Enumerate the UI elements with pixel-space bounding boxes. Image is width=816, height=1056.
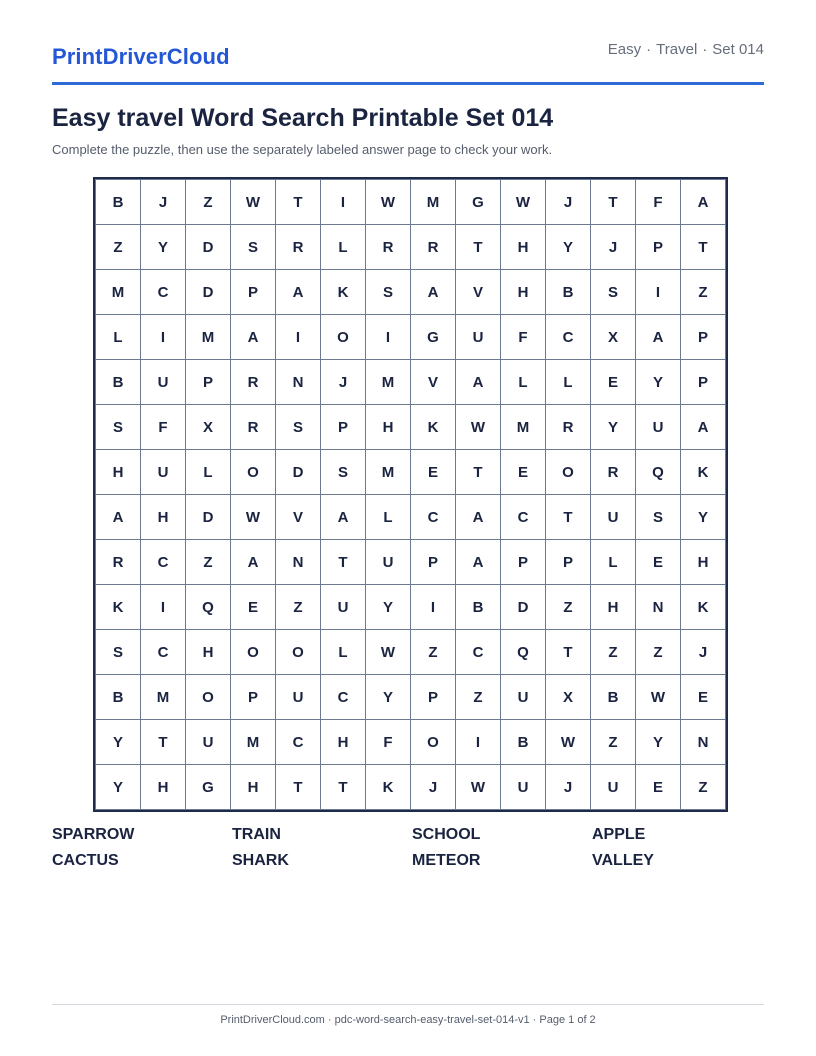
grid-cell: H bbox=[366, 405, 411, 450]
grid-cell: R bbox=[276, 225, 321, 270]
grid-cell: Q bbox=[636, 450, 681, 495]
grid-cell: W bbox=[366, 180, 411, 225]
grid-cell: A bbox=[456, 360, 501, 405]
grid-cell: T bbox=[276, 765, 321, 810]
grid-cell: A bbox=[276, 270, 321, 315]
grid-cell: O bbox=[186, 675, 231, 720]
grid-row bbox=[96, 360, 726, 405]
grid-cell: A bbox=[681, 180, 726, 225]
grid-cell: Z bbox=[681, 270, 726, 315]
grid-cell: T bbox=[591, 180, 636, 225]
grid-cell: W bbox=[546, 720, 591, 765]
grid-cell: P bbox=[546, 540, 591, 585]
grid-cell: Z bbox=[186, 540, 231, 585]
grid-cell: O bbox=[231, 630, 276, 675]
grid-cell: K bbox=[366, 765, 411, 810]
grid-cell: U bbox=[141, 450, 186, 495]
grid-cell: T bbox=[321, 540, 366, 585]
grid-cell: Z bbox=[636, 630, 681, 675]
grid-cell: T bbox=[546, 630, 591, 675]
grid-cell: P bbox=[411, 540, 456, 585]
grid-cell: G bbox=[456, 180, 501, 225]
grid-cell: C bbox=[276, 720, 321, 765]
grid-cell: D bbox=[186, 270, 231, 315]
grid-cell: Y bbox=[681, 495, 726, 540]
grid-cell: W bbox=[231, 495, 276, 540]
grid-cell: A bbox=[411, 270, 456, 315]
grid-cell: I bbox=[366, 315, 411, 360]
grid-cell: H bbox=[96, 450, 141, 495]
grid-cell: H bbox=[141, 495, 186, 540]
grid-cell: H bbox=[321, 720, 366, 765]
grid-cell: N bbox=[681, 720, 726, 765]
grid-cell: U bbox=[321, 585, 366, 630]
grid-cell: M bbox=[186, 315, 231, 360]
grid-cell: Z bbox=[546, 585, 591, 630]
grid-cell: T bbox=[276, 180, 321, 225]
grid-cell: I bbox=[141, 585, 186, 630]
grid-cell: Y bbox=[591, 405, 636, 450]
grid-cell: K bbox=[96, 585, 141, 630]
grid-cell: A bbox=[231, 540, 276, 585]
grid-cell: F bbox=[636, 180, 681, 225]
crumb-set: Set 014 bbox=[712, 41, 764, 58]
grid-cell: A bbox=[321, 495, 366, 540]
grid-cell: Z bbox=[591, 720, 636, 765]
grid-cell: R bbox=[411, 225, 456, 270]
grid-cell: A bbox=[96, 495, 141, 540]
grid-cell: L bbox=[321, 630, 366, 675]
grid-cell: I bbox=[321, 180, 366, 225]
grid-cell: A bbox=[456, 540, 501, 585]
grid-cell: M bbox=[411, 180, 456, 225]
grid-row bbox=[96, 720, 726, 765]
grid-cell: J bbox=[591, 225, 636, 270]
grid-cell: A bbox=[456, 495, 501, 540]
grid-cell: W bbox=[501, 180, 546, 225]
grid-cell: M bbox=[501, 405, 546, 450]
page-footer: PrintDriverCloud.com · pdc-word-search-easy-travel-set-014-v1 · Page 1 of 2 bbox=[220, 1014, 596, 1026]
grid-cell: N bbox=[276, 360, 321, 405]
grid-cell: O bbox=[321, 315, 366, 360]
grid-cell: R bbox=[231, 360, 276, 405]
grid-row bbox=[96, 270, 726, 315]
grid-cell: R bbox=[366, 225, 411, 270]
grid-cell: P bbox=[681, 360, 726, 405]
grid-cell: H bbox=[231, 765, 276, 810]
grid-cell: B bbox=[96, 180, 141, 225]
grid-cell: Z bbox=[591, 630, 636, 675]
grid-cell: D bbox=[186, 225, 231, 270]
grid-row bbox=[96, 765, 726, 810]
grid-cell: C bbox=[411, 495, 456, 540]
grid-cell: X bbox=[186, 405, 231, 450]
grid-cell: O bbox=[276, 630, 321, 675]
grid-cell: G bbox=[411, 315, 456, 360]
word-list bbox=[52, 826, 772, 870]
grid-cell: P bbox=[321, 405, 366, 450]
grid-cell: B bbox=[546, 270, 591, 315]
grid-cell: D bbox=[501, 585, 546, 630]
grid-cell: C bbox=[321, 675, 366, 720]
grid-cell: A bbox=[636, 315, 681, 360]
grid-cell: Z bbox=[681, 765, 726, 810]
grid-cell: O bbox=[546, 450, 591, 495]
grid-cell: C bbox=[501, 495, 546, 540]
grid-cell: M bbox=[366, 360, 411, 405]
grid-cell: Y bbox=[636, 720, 681, 765]
grid-cell: C bbox=[546, 315, 591, 360]
grid-cell: R bbox=[231, 405, 276, 450]
grid-cell: P bbox=[186, 360, 231, 405]
grid-cell: I bbox=[456, 720, 501, 765]
grid-cell: T bbox=[321, 765, 366, 810]
grid-cell: I bbox=[141, 315, 186, 360]
grid-cell: W bbox=[366, 630, 411, 675]
grid-cell: N bbox=[276, 540, 321, 585]
grid-cell: K bbox=[681, 450, 726, 495]
grid-cell: Q bbox=[186, 585, 231, 630]
grid-cell: J bbox=[546, 765, 591, 810]
grid-cell: D bbox=[276, 450, 321, 495]
grid-cell: Y bbox=[366, 675, 411, 720]
grid-cell: K bbox=[681, 585, 726, 630]
grid-cell: E bbox=[636, 765, 681, 810]
letter-grid-table bbox=[95, 179, 726, 810]
grid-cell: F bbox=[366, 720, 411, 765]
grid-cell: G bbox=[186, 765, 231, 810]
grid-cell: U bbox=[276, 675, 321, 720]
grid-cell: C bbox=[141, 630, 186, 675]
grid-cell: H bbox=[141, 765, 186, 810]
grid-row bbox=[96, 495, 726, 540]
brand-logo: PrintDriverCloud bbox=[52, 44, 230, 69]
grid-cell: E bbox=[231, 585, 276, 630]
grid-cell: W bbox=[456, 405, 501, 450]
grid-cell: Z bbox=[186, 180, 231, 225]
grid-row bbox=[96, 675, 726, 720]
grid-row bbox=[96, 180, 726, 225]
grid-row bbox=[96, 630, 726, 675]
grid-cell: S bbox=[366, 270, 411, 315]
grid-cell: X bbox=[546, 675, 591, 720]
grid-cell: U bbox=[636, 405, 681, 450]
grid-cell: U bbox=[456, 315, 501, 360]
crumb-separator: · bbox=[646, 41, 652, 58]
grid-cell: H bbox=[501, 270, 546, 315]
word-list-item: METEOR bbox=[412, 852, 481, 869]
grid-cell: C bbox=[141, 270, 186, 315]
grid-cell: P bbox=[231, 270, 276, 315]
grid-cell: U bbox=[501, 765, 546, 810]
grid-cell: Y bbox=[141, 225, 186, 270]
grid-cell: S bbox=[96, 405, 141, 450]
grid-cell: H bbox=[501, 225, 546, 270]
grid-cell: C bbox=[141, 540, 186, 585]
grid-cell: Z bbox=[456, 675, 501, 720]
grid-cell: Z bbox=[411, 630, 456, 675]
grid-row bbox=[96, 405, 726, 450]
word-list-item: CACTUS bbox=[52, 852, 119, 869]
breadcrumb bbox=[608, 41, 764, 58]
grid-cell: U bbox=[591, 765, 636, 810]
grid-cell: E bbox=[591, 360, 636, 405]
grid-cell: J bbox=[321, 360, 366, 405]
grid-cell: A bbox=[681, 405, 726, 450]
grid-cell: L bbox=[186, 450, 231, 495]
grid-cell: E bbox=[681, 675, 726, 720]
grid-cell: Y bbox=[366, 585, 411, 630]
page-subtitle: Complete the puzzle, then use the separately labeled answer page to check your work. bbox=[52, 142, 553, 157]
grid-cell: T bbox=[681, 225, 726, 270]
grid-cell: P bbox=[681, 315, 726, 360]
grid-cell: S bbox=[231, 225, 276, 270]
grid-cell: R bbox=[591, 450, 636, 495]
grid-cell: W bbox=[231, 180, 276, 225]
grid-cell: T bbox=[456, 450, 501, 495]
page-title: Easy travel Word Search Printable Set 014 bbox=[52, 104, 554, 132]
grid-cell: X bbox=[591, 315, 636, 360]
grid-cell: E bbox=[501, 450, 546, 495]
crumb-theme: Travel bbox=[656, 41, 698, 58]
grid-cell: K bbox=[411, 405, 456, 450]
grid-cell: P bbox=[636, 225, 681, 270]
grid-cell: B bbox=[456, 585, 501, 630]
grid-cell: B bbox=[96, 360, 141, 405]
grid-cell: L bbox=[96, 315, 141, 360]
grid-cell: R bbox=[546, 405, 591, 450]
grid-cell: I bbox=[276, 315, 321, 360]
grid-row bbox=[96, 585, 726, 630]
grid-cell: Z bbox=[276, 585, 321, 630]
grid-cell: E bbox=[411, 450, 456, 495]
grid-cell: J bbox=[411, 765, 456, 810]
grid-cell: L bbox=[366, 495, 411, 540]
grid-cell: B bbox=[591, 675, 636, 720]
crumb-level: Easy bbox=[607, 41, 642, 58]
grid-cell: U bbox=[186, 720, 231, 765]
word-list-item: TRAIN bbox=[232, 826, 281, 843]
grid-cell: U bbox=[141, 360, 186, 405]
grid-cell: U bbox=[591, 495, 636, 540]
grid-cell: W bbox=[456, 765, 501, 810]
word-list-item: SPARROW bbox=[52, 826, 135, 843]
word-search-grid bbox=[93, 177, 728, 812]
grid-cell: Y bbox=[96, 720, 141, 765]
grid-cell: T bbox=[456, 225, 501, 270]
grid-cell: E bbox=[636, 540, 681, 585]
grid-cell: B bbox=[96, 675, 141, 720]
grid-cell: R bbox=[96, 540, 141, 585]
grid-cell: M bbox=[141, 675, 186, 720]
grid-cell: I bbox=[636, 270, 681, 315]
grid-cell: Z bbox=[96, 225, 141, 270]
grid-cell: S bbox=[591, 270, 636, 315]
grid-row bbox=[96, 450, 726, 495]
grid-cell: T bbox=[546, 495, 591, 540]
grid-cell: O bbox=[231, 450, 276, 495]
grid-cell: M bbox=[231, 720, 276, 765]
grid-cell: F bbox=[501, 315, 546, 360]
grid-cell: L bbox=[321, 225, 366, 270]
word-list-item: VALLEY bbox=[592, 852, 654, 869]
grid-cell: Y bbox=[636, 360, 681, 405]
footer-divider bbox=[52, 1004, 764, 1005]
grid-cell: M bbox=[96, 270, 141, 315]
grid-cell: T bbox=[141, 720, 186, 765]
grid-cell: D bbox=[186, 495, 231, 540]
grid-cell: A bbox=[231, 315, 276, 360]
grid-cell: V bbox=[411, 360, 456, 405]
grid-cell: S bbox=[96, 630, 141, 675]
grid-cell: O bbox=[411, 720, 456, 765]
grid-cell: B bbox=[501, 720, 546, 765]
grid-cell: I bbox=[411, 585, 456, 630]
grid-cell: W bbox=[636, 675, 681, 720]
grid-cell: H bbox=[591, 585, 636, 630]
grid-cell: U bbox=[366, 540, 411, 585]
grid-cell: N bbox=[636, 585, 681, 630]
grid-cell: H bbox=[186, 630, 231, 675]
grid-cell: S bbox=[321, 450, 366, 495]
header-divider bbox=[52, 82, 764, 85]
grid-cell: F bbox=[141, 405, 186, 450]
grid-row bbox=[96, 315, 726, 360]
crumb-separator: · bbox=[702, 41, 708, 58]
grid-cell: Q bbox=[501, 630, 546, 675]
grid-row bbox=[96, 540, 726, 585]
grid-cell: V bbox=[276, 495, 321, 540]
grid-cell: J bbox=[546, 180, 591, 225]
grid-cell: K bbox=[321, 270, 366, 315]
grid-cell: L bbox=[546, 360, 591, 405]
grid-cell: J bbox=[681, 630, 726, 675]
grid-cell: S bbox=[276, 405, 321, 450]
grid-cell: P bbox=[501, 540, 546, 585]
grid-cell: C bbox=[456, 630, 501, 675]
grid-cell: S bbox=[636, 495, 681, 540]
grid-cell: Y bbox=[96, 765, 141, 810]
grid-cell: U bbox=[501, 675, 546, 720]
word-list-item: APPLE bbox=[592, 826, 646, 843]
grid-cell: H bbox=[681, 540, 726, 585]
grid-row bbox=[96, 225, 726, 270]
grid-cell: V bbox=[456, 270, 501, 315]
grid-cell: L bbox=[591, 540, 636, 585]
grid-cell: P bbox=[411, 675, 456, 720]
grid-cell: L bbox=[501, 360, 546, 405]
word-list-item: SHARK bbox=[232, 852, 289, 869]
grid-cell: P bbox=[231, 675, 276, 720]
grid-cell: Y bbox=[546, 225, 591, 270]
grid-cell: J bbox=[141, 180, 186, 225]
grid-cell: M bbox=[366, 450, 411, 495]
word-list-item: SCHOOL bbox=[412, 826, 481, 843]
